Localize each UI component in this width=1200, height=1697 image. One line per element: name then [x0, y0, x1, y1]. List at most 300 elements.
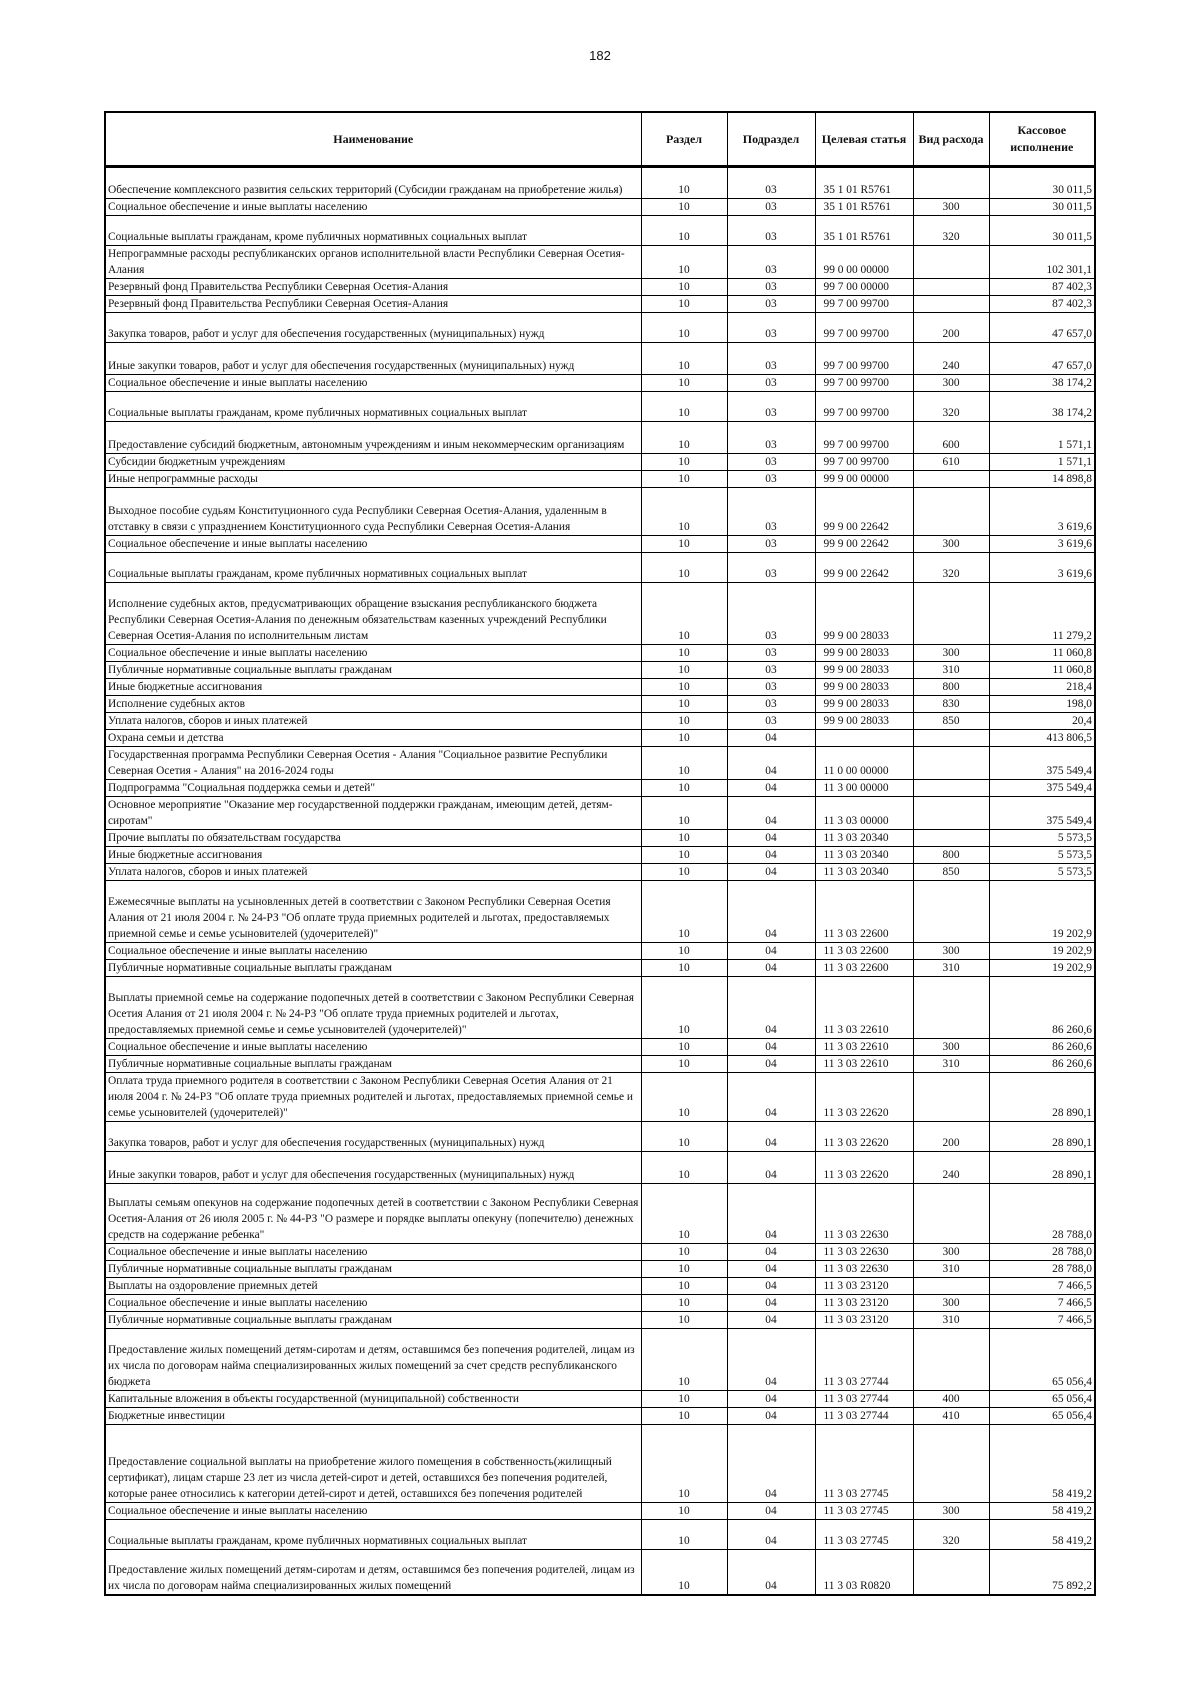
table-row	[105, 696, 1095, 713]
cell-expense-type	[913, 730, 989, 747]
cell-subsection: 04	[727, 977, 815, 1039]
cell-execution: 87 402,3	[989, 279, 1095, 296]
cell-expense-type: 240	[913, 1152, 989, 1184]
cell-subsection: 03	[727, 375, 815, 392]
cell-target: 11 3 03 20340	[815, 830, 913, 847]
cell-execution: 75 892,2	[989, 1550, 1095, 1595]
cell-section: 10	[641, 881, 727, 943]
table-row	[105, 422, 1095, 454]
cell-subsection: 04	[727, 780, 815, 797]
cell-expense-type	[913, 279, 989, 296]
cell-section: 10	[641, 216, 727, 246]
cell-name: Непрограммные расходы республиканских органов исполнительной власти Республики Северная Осетия-Алания	[105, 246, 641, 279]
table-row	[105, 343, 1095, 375]
cell-target: 11 3 03 R0820	[815, 1550, 913, 1595]
cell-expense-type	[913, 471, 989, 488]
cell-target: 11 3 03 22610	[815, 1056, 913, 1073]
cell-target: 35 1 01 R5761	[815, 167, 913, 199]
table-row	[105, 246, 1095, 279]
cell-name: Социальные выплаты гражданам, кроме публичных нормативных социальных выплат	[105, 216, 641, 246]
cell-name: Иные закупки товаров, работ и услуг для обеспечения государственных (муниципальных) нужд	[105, 1152, 641, 1184]
cell-expense-type: 800	[913, 679, 989, 696]
table-row	[105, 454, 1095, 471]
cell-execution: 375 549,4	[989, 780, 1095, 797]
cell-target: 11 3 00 00000	[815, 780, 913, 797]
cell-name: Предоставление субсидий бюджетным, автономным учреждениям и иным некоммерческим организациям	[105, 422, 641, 454]
cell-section: 10	[641, 1329, 727, 1391]
cell-name: Прочие выплаты по обязательствам государства	[105, 830, 641, 847]
cell-execution: 5 573,5	[989, 864, 1095, 881]
cell-subsection: 03	[727, 536, 815, 553]
cell-execution: 86 260,6	[989, 977, 1095, 1039]
cell-execution: 58 419,2	[989, 1503, 1095, 1520]
cell-execution: 86 260,6	[989, 1056, 1095, 1073]
table-body	[105, 167, 1095, 1595]
cell-expense-type	[913, 167, 989, 199]
cell-subsection: 03	[727, 279, 815, 296]
cell-subsection: 03	[727, 696, 815, 713]
cell-expense-type: 300	[913, 1295, 989, 1312]
cell-execution: 5 573,5	[989, 830, 1095, 847]
cell-target: 35 1 01 R5761	[815, 216, 913, 246]
cell-section: 10	[641, 1520, 727, 1550]
cell-target: 99 7 00 99700	[815, 454, 913, 471]
cell-section: 10	[641, 864, 727, 881]
cell-section: 10	[641, 583, 727, 645]
cell-subsection: 04	[727, 1122, 815, 1152]
table-row	[105, 1056, 1095, 1073]
table-row	[105, 713, 1095, 730]
cell-name: Социальное обеспечение и иные выплаты населению	[105, 1295, 641, 1312]
cell-target: 11 3 03 22630	[815, 1244, 913, 1261]
cell-expense-type: 410	[913, 1408, 989, 1425]
cell-section: 10	[641, 830, 727, 847]
table-row	[105, 1039, 1095, 1056]
cell-section: 10	[641, 747, 727, 780]
cell-subsection: 04	[727, 881, 815, 943]
table-row	[105, 375, 1095, 392]
cell-section: 10	[641, 1122, 727, 1152]
cell-execution: 11 060,8	[989, 645, 1095, 662]
cell-expense-type	[913, 780, 989, 797]
cell-expense-type: 320	[913, 553, 989, 583]
cell-section: 10	[641, 1244, 727, 1261]
header-target: Целевая статья	[815, 112, 913, 167]
cell-subsection: 04	[727, 1503, 815, 1520]
cell-subsection: 03	[727, 645, 815, 662]
cell-name: Предоставление жилых помещений детям-сиротам и детям, оставшимся без попечения родителей, лицам из их числа по договорам найма специализированных жилых помещений	[105, 1550, 641, 1595]
cell-execution: 375 549,4	[989, 797, 1095, 830]
cell-target: 11 3 03 22600	[815, 881, 913, 943]
cell-execution: 28 890,1	[989, 1152, 1095, 1184]
cell-execution: 1 571,1	[989, 454, 1095, 471]
cell-name: Выплаты приемной семье на содержание подопечных детей в соответствии с Законом Республики Северная Осетия Алания от 21 июля 2004 г. № 24-РЗ "Об оплате труда приемных родителей и льготах, предоставляемых приемной семье и семье усыновителей (удочерителей)"	[105, 977, 641, 1039]
cell-expense-type	[913, 1278, 989, 1295]
cell-execution: 30 011,5	[989, 167, 1095, 199]
table-row	[105, 730, 1095, 747]
cell-subsection: 03	[727, 454, 815, 471]
cell-expense-type	[913, 1073, 989, 1122]
cell-execution: 7 466,5	[989, 1295, 1095, 1312]
cell-execution: 86 260,6	[989, 1039, 1095, 1056]
table-row	[105, 392, 1095, 422]
cell-subsection: 04	[727, 960, 815, 977]
cell-name: Выходное пособие судьям Конституционного суда Республики Северная Осетия-Алания, удаленным в отставку в связи с упразднением Конституционного суда Республики Северная Осетия-Алания	[105, 488, 641, 536]
table-row	[105, 488, 1095, 536]
cell-target: 11 0 00 00000	[815, 747, 913, 780]
cell-expense-type: 310	[913, 662, 989, 679]
cell-execution: 47 657,0	[989, 343, 1095, 375]
cell-expense-type: 600	[913, 422, 989, 454]
cell-name: Социальные выплаты гражданам, кроме публичных нормативных социальных выплат	[105, 1520, 641, 1550]
cell-expense-type	[913, 830, 989, 847]
cell-subsection: 04	[727, 1295, 815, 1312]
cell-expense-type	[913, 881, 989, 943]
cell-expense-type: 300	[913, 1039, 989, 1056]
cell-name: Предоставление жилых помещений детям-сиротам и детям, оставшимся без попечения родителей, лицам из их числа по договорам найма специализированных жилых помещений за счет средств республиканского бюджета	[105, 1329, 641, 1391]
cell-name: Оплата труда приемного родителя в соответствии с Законом Республики Северная Осетия Алания от 21 июля 2004 г. № 24-РЗ "Об оплате труда приемных родителей и льготах, предоставляемых приемной семье и семье усыновителей (удочерителей)"	[105, 1073, 641, 1122]
cell-subsection: 03	[727, 392, 815, 422]
table-row	[105, 553, 1095, 583]
cell-name: Социальное обеспечение и иные выплаты населению	[105, 943, 641, 960]
cell-expense-type	[913, 1425, 989, 1503]
cell-execution: 102 301,1	[989, 246, 1095, 279]
cell-expense-type	[913, 1329, 989, 1391]
cell-subsection: 03	[727, 553, 815, 583]
cell-section: 10	[641, 730, 727, 747]
table-row	[105, 1244, 1095, 1261]
cell-target: 11 3 03 23120	[815, 1295, 913, 1312]
cell-execution: 30 011,5	[989, 199, 1095, 216]
cell-section: 10	[641, 645, 727, 662]
cell-subsection: 03	[727, 422, 815, 454]
cell-execution: 38 174,2	[989, 375, 1095, 392]
cell-target: 99 9 00 28033	[815, 679, 913, 696]
table-row	[105, 536, 1095, 553]
table-row	[105, 943, 1095, 960]
cell-subsection: 03	[727, 167, 815, 199]
table-row	[105, 960, 1095, 977]
cell-target: 99 7 00 99700	[815, 375, 913, 392]
cell-execution: 58 419,2	[989, 1425, 1095, 1503]
cell-expense-type: 240	[913, 343, 989, 375]
cell-section: 10	[641, 471, 727, 488]
cell-subsection: 04	[727, 1261, 815, 1278]
cell-target: 99 9 00 28033	[815, 696, 913, 713]
cell-target: 11 3 03 22620	[815, 1152, 913, 1184]
cell-name: Ежемесячные выплаты на усыновленных детей в соответствии с Законом Республики Северная Осетия Алания от 21 июля 2004 г. № 24-РЗ "Об оплате труда приемных родителей и льготах, предоставляемых приемной семье и семье усыновителей (удочерителей)"	[105, 881, 641, 943]
cell-target: 99 9 00 00000	[815, 471, 913, 488]
header-subsection: Подраздел	[727, 112, 815, 167]
cell-execution: 375 549,4	[989, 747, 1095, 780]
table-row	[105, 881, 1095, 943]
cell-subsection: 04	[727, 747, 815, 780]
cell-target: 11 3 03 20340	[815, 847, 913, 864]
cell-name: Резервный фонд Правительства Республики Северная Осетия-Алания	[105, 279, 641, 296]
cell-expense-type: 310	[913, 1261, 989, 1278]
cell-expense-type: 320	[913, 1520, 989, 1550]
cell-section: 10	[641, 713, 727, 730]
cell-name: Публичные нормативные социальные выплаты гражданам	[105, 662, 641, 679]
cell-section: 10	[641, 536, 727, 553]
cell-target: 11 3 03 22600	[815, 943, 913, 960]
cell-name: Уплата налогов, сборов и иных платежей	[105, 864, 641, 881]
cell-expense-type: 850	[913, 713, 989, 730]
cell-subsection: 03	[727, 679, 815, 696]
cell-name: Закупка товаров, работ и услуг для обеспечения государственных (муниципальных) нужд	[105, 313, 641, 343]
cell-section: 10	[641, 199, 727, 216]
cell-section: 10	[641, 167, 727, 199]
table-row	[105, 847, 1095, 864]
cell-execution: 218,4	[989, 679, 1095, 696]
cell-target: 11 3 03 27744	[815, 1408, 913, 1425]
table-row	[105, 830, 1095, 847]
cell-section: 10	[641, 313, 727, 343]
page-number: 182	[589, 48, 611, 63]
table-row	[105, 583, 1095, 645]
cell-execution: 28 890,1	[989, 1122, 1095, 1152]
cell-target: 35 1 01 R5761	[815, 199, 913, 216]
cell-name: Социальное обеспечение и иные выплаты населению	[105, 199, 641, 216]
cell-expense-type: 800	[913, 847, 989, 864]
cell-name: Исполнение судебных актов	[105, 696, 641, 713]
cell-target: 99 7 00 99700	[815, 422, 913, 454]
cell-execution: 19 202,9	[989, 960, 1095, 977]
cell-execution: 1 571,1	[989, 422, 1095, 454]
cell-expense-type	[913, 747, 989, 780]
cell-name: Охрана семьи и детства	[105, 730, 641, 747]
cell-name: Субсидии бюджетным учреждениям	[105, 454, 641, 471]
cell-target: 11 3 03 22630	[815, 1261, 913, 1278]
table-row	[105, 1152, 1095, 1184]
header-execution: Кассовое исполнение	[989, 112, 1095, 167]
cell-section: 10	[641, 246, 727, 279]
cell-target: 11 3 03 22600	[815, 960, 913, 977]
cell-execution: 58 419,2	[989, 1520, 1095, 1550]
cell-subsection: 04	[727, 847, 815, 864]
table-row	[105, 1425, 1095, 1503]
cell-subsection: 04	[727, 1073, 815, 1122]
cell-expense-type: 300	[913, 536, 989, 553]
cell-execution: 28 788,0	[989, 1261, 1095, 1278]
cell-name: Социальное обеспечение и иные выплаты населению	[105, 645, 641, 662]
table-row	[105, 662, 1095, 679]
table-row	[105, 1503, 1095, 1520]
cell-target	[815, 730, 913, 747]
cell-name: Публичные нормативные социальные выплаты гражданам	[105, 960, 641, 977]
table-row	[105, 864, 1095, 881]
cell-execution: 11 279,2	[989, 583, 1095, 645]
cell-section: 10	[641, 375, 727, 392]
cell-name: Публичные нормативные социальные выплаты гражданам	[105, 1312, 641, 1329]
table-row	[105, 780, 1095, 797]
cell-section: 10	[641, 422, 727, 454]
cell-section: 10	[641, 343, 727, 375]
cell-expense-type: 300	[913, 943, 989, 960]
cell-subsection: 04	[727, 943, 815, 960]
cell-subsection: 03	[727, 583, 815, 645]
table-row	[105, 279, 1095, 296]
cell-target: 11 3 03 22610	[815, 977, 913, 1039]
cell-name: Подпрограмма "Социальная поддержка семьи и детей"	[105, 780, 641, 797]
table-row	[105, 1122, 1095, 1152]
cell-section: 10	[641, 662, 727, 679]
cell-section: 10	[641, 943, 727, 960]
table-row	[105, 296, 1095, 313]
cell-section: 10	[641, 1056, 727, 1073]
header-section: Раздел	[641, 112, 727, 167]
cell-name: Основное мероприятие "Оказание мер государственной поддержки гражданам, имеющим детей, детям-сиротам"	[105, 797, 641, 830]
cell-subsection: 04	[727, 1408, 815, 1425]
cell-execution: 7 466,5	[989, 1312, 1095, 1329]
cell-section: 10	[641, 797, 727, 830]
cell-subsection: 04	[727, 730, 815, 747]
table-row	[105, 1295, 1095, 1312]
cell-section: 10	[641, 679, 727, 696]
cell-name: Социальные выплаты гражданам, кроме публичных нормативных социальных выплат	[105, 392, 641, 422]
cell-subsection: 04	[727, 830, 815, 847]
cell-target: 11 3 03 00000	[815, 797, 913, 830]
cell-subsection: 04	[727, 1184, 815, 1244]
table-row	[105, 167, 1095, 199]
cell-expense-type	[913, 488, 989, 536]
cell-expense-type: 300	[913, 199, 989, 216]
cell-expense-type	[913, 797, 989, 830]
cell-target: 11 3 03 27744	[815, 1391, 913, 1408]
cell-expense-type: 200	[913, 1122, 989, 1152]
table-row	[105, 199, 1095, 216]
cell-execution: 3 619,6	[989, 553, 1095, 583]
cell-expense-type: 400	[913, 1391, 989, 1408]
table-row	[105, 1550, 1095, 1595]
cell-execution: 28 890,1	[989, 1073, 1095, 1122]
cell-section: 10	[641, 1503, 727, 1520]
header-name: Наименование	[105, 112, 641, 167]
header-expense-type: Вид расхода	[913, 112, 989, 167]
cell-section: 10	[641, 1391, 727, 1408]
cell-subsection: 04	[727, 1520, 815, 1550]
cell-subsection: 04	[727, 1278, 815, 1295]
cell-execution: 47 657,0	[989, 313, 1095, 343]
cell-subsection: 03	[727, 313, 815, 343]
cell-subsection: 04	[727, 1152, 815, 1184]
cell-target: 11 3 03 23120	[815, 1312, 913, 1329]
cell-subsection: 04	[727, 1056, 815, 1073]
cell-name: Бюджетные инвестиции	[105, 1408, 641, 1425]
cell-section: 10	[641, 780, 727, 797]
cell-name: Социальное обеспечение и иные выплаты населению	[105, 536, 641, 553]
table-row	[105, 747, 1095, 780]
cell-target: 11 3 03 20340	[815, 864, 913, 881]
cell-name: Социальные выплаты гражданам, кроме публичных нормативных социальных выплат	[105, 553, 641, 583]
cell-section: 10	[641, 1312, 727, 1329]
cell-section: 10	[641, 1184, 727, 1244]
cell-name: Социальное обеспечение и иные выплаты населению	[105, 1503, 641, 1520]
cell-name: Иные бюджетные ассигнования	[105, 679, 641, 696]
cell-target: 99 9 00 22642	[815, 488, 913, 536]
cell-execution: 65 056,4	[989, 1408, 1095, 1425]
cell-execution: 5 573,5	[989, 847, 1095, 864]
cell-name: Социальное обеспечение и иные выплаты населению	[105, 1244, 641, 1261]
budget-execution-table	[104, 111, 1096, 1596]
cell-section: 10	[641, 847, 727, 864]
cell-expense-type: 300	[913, 375, 989, 392]
cell-target: 11 3 03 27745	[815, 1520, 913, 1550]
cell-expense-type	[913, 977, 989, 1039]
cell-section: 10	[641, 392, 727, 422]
cell-section: 10	[641, 1295, 727, 1312]
cell-execution: 30 011,5	[989, 216, 1095, 246]
cell-section: 10	[641, 296, 727, 313]
cell-name: Исполнение судебных актов, предусматривающих обращение взыскания республиканского бюджета Республики Северная Осетия-Алания по денежным обязательствам казенных учреждений Республики Северная Осетия-Алания по исполнительным листам	[105, 583, 641, 645]
cell-expense-type: 320	[913, 216, 989, 246]
cell-expense-type	[913, 583, 989, 645]
cell-name: Обеспечение комплексного развития сельских территорий (Субсидии гражданам на приобретение жилья)	[105, 167, 641, 199]
cell-execution: 87 402,3	[989, 296, 1095, 313]
cell-target: 11 3 03 27745	[815, 1503, 913, 1520]
cell-execution: 14 898,8	[989, 471, 1095, 488]
cell-name: Публичные нормативные социальные выплаты гражданам	[105, 1056, 641, 1073]
cell-name: Капитальные вложения в объекты государственной (муниципальной) собственности	[105, 1391, 641, 1408]
table-header-row	[105, 112, 1095, 167]
cell-execution: 65 056,4	[989, 1391, 1095, 1408]
cell-name: Выплаты на оздоровление приемных детей	[105, 1278, 641, 1295]
cell-name: Предоставление социальной выплаты на приобретение жилого помещения в собственность(жилищный сертификат), лицам старше 23 лет из числа детей-сирот и детей, оставшихся без попечения родителей, которые ранее относились к категории детей-сирот и детей, оставшихся без попечения родителей	[105, 1425, 641, 1503]
cell-target: 99 9 00 28033	[815, 583, 913, 645]
cell-subsection: 04	[727, 1329, 815, 1391]
table-row	[105, 1261, 1095, 1278]
cell-expense-type: 300	[913, 1503, 989, 1520]
cell-name: Государственная программа Республики Северная Осетия - Алания "Социальное развитие Республики Северная Осетия - Алания" на 2016-2024 годы	[105, 747, 641, 780]
table-row	[105, 216, 1095, 246]
table-row	[105, 1408, 1095, 1425]
cell-execution: 28 788,0	[989, 1184, 1095, 1244]
cell-expense-type: 310	[913, 1312, 989, 1329]
cell-subsection: 03	[727, 471, 815, 488]
cell-expense-type: 610	[913, 454, 989, 471]
cell-subsection: 03	[727, 662, 815, 679]
cell-section: 10	[641, 1408, 727, 1425]
cell-name: Выплаты семьям опекунов на содержание подопечных детей в соответствии с Законом Республики Северная Осетия-Алания от 26 июля 2005 г. № 44-РЗ "О размере и порядке выплаты опекуну (попечителю) денежных средств на содержание ребенка"	[105, 1184, 641, 1244]
cell-section: 10	[641, 1073, 727, 1122]
cell-subsection: 03	[727, 343, 815, 375]
cell-target: 11 3 03 22610	[815, 1039, 913, 1056]
cell-target: 11 3 03 22620	[815, 1122, 913, 1152]
cell-target: 11 3 03 27745	[815, 1425, 913, 1503]
cell-execution: 38 174,2	[989, 392, 1095, 422]
cell-execution: 198,0	[989, 696, 1095, 713]
cell-target: 99 9 00 28033	[815, 645, 913, 662]
cell-target: 99 7 00 99700	[815, 392, 913, 422]
cell-subsection: 04	[727, 1312, 815, 1329]
cell-target: 99 7 00 99700	[815, 296, 913, 313]
cell-subsection: 03	[727, 199, 815, 216]
table-row	[105, 471, 1095, 488]
table-row	[105, 1520, 1095, 1550]
cell-execution: 3 619,6	[989, 536, 1095, 553]
cell-execution: 28 788,0	[989, 1244, 1095, 1261]
cell-subsection: 04	[727, 1425, 815, 1503]
cell-expense-type	[913, 296, 989, 313]
cell-name: Социальное обеспечение и иные выплаты населению	[105, 375, 641, 392]
cell-expense-type: 830	[913, 696, 989, 713]
cell-target: 99 7 00 99700	[815, 313, 913, 343]
table-row	[105, 645, 1095, 662]
cell-target: 99 9 00 22642	[815, 553, 913, 583]
cell-expense-type: 300	[913, 1244, 989, 1261]
cell-subsection: 04	[727, 1391, 815, 1408]
cell-target: 99 9 00 28033	[815, 713, 913, 730]
